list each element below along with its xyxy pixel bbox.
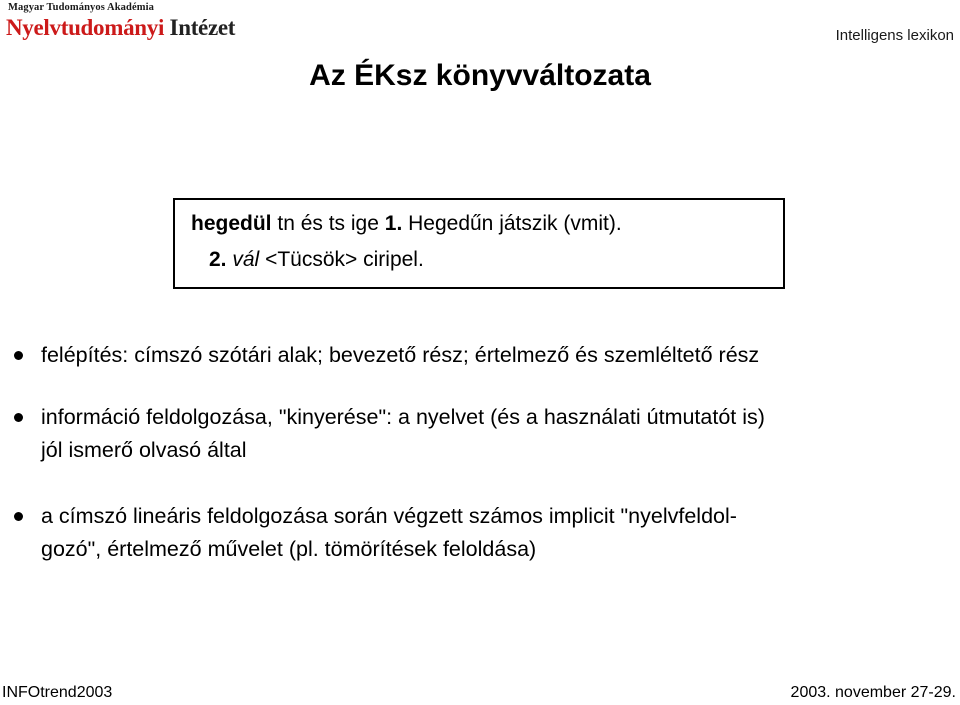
entry-sense2-text: ciripel. (363, 248, 424, 271)
bullet-line: felépítés: címszó szótári alak; bevezető rész; értelmező és szemléltető rész (41, 343, 760, 367)
bullet-dot-icon (14, 351, 23, 360)
bullet-line: a címszó lineáris feldolgozása során végzett számos implicit "nyelvfeldol- (41, 504, 737, 528)
bullet-line: gozó", értelmező művelet (pl. tömörítések feloldása) (41, 537, 537, 561)
entry-subject-text: Tücsök (277, 248, 346, 271)
bullet-dot-icon (14, 413, 23, 422)
entry-sense1-text: Hegedűn játszik (vmit). (408, 212, 622, 235)
bullet-dot-icon (14, 512, 23, 521)
entry-line-2 (209, 248, 424, 272)
entry-subject (265, 248, 357, 271)
entry-register-label: vál (232, 248, 260, 271)
logo-word-nyelvtudomanyi: Nyelvtudományi (6, 15, 165, 40)
bullet-line: jól ismerő olvasó által (41, 438, 247, 462)
entry-bracket-open: < (265, 248, 278, 271)
bullet-item-information (41, 401, 765, 467)
bullet-line: információ feldolgozása, "kinyerése": a nyelvet (és a használati útmutatót is) (41, 405, 765, 429)
entry-line-1 (191, 212, 622, 236)
section-label: Intelligens lexikon (835, 27, 954, 44)
logo-institute-name (6, 15, 235, 41)
entry-bracket-close: > (345, 248, 358, 271)
footer-date: 2003. november 27-29. (790, 684, 956, 701)
institute-logo (6, 2, 266, 42)
entry-sense1-number: 1. (384, 212, 403, 235)
logo-word-intezet: Intézet (169, 15, 236, 40)
logo-academy-name: Magyar Tudományos Akadémia (8, 2, 154, 13)
entry-sense2-number: 2. (209, 248, 227, 271)
bullet-item-structure (41, 339, 759, 372)
footer-event: INFOtrend2003 (2, 684, 113, 701)
dictionary-entry-box (173, 198, 785, 289)
entry-headword: hegedül (191, 212, 272, 235)
bullet-item-processing (41, 500, 737, 566)
slide-title: Az ÉKsz könyvváltozata (309, 59, 651, 92)
entry-grammar: tn és ts ige (277, 212, 379, 235)
